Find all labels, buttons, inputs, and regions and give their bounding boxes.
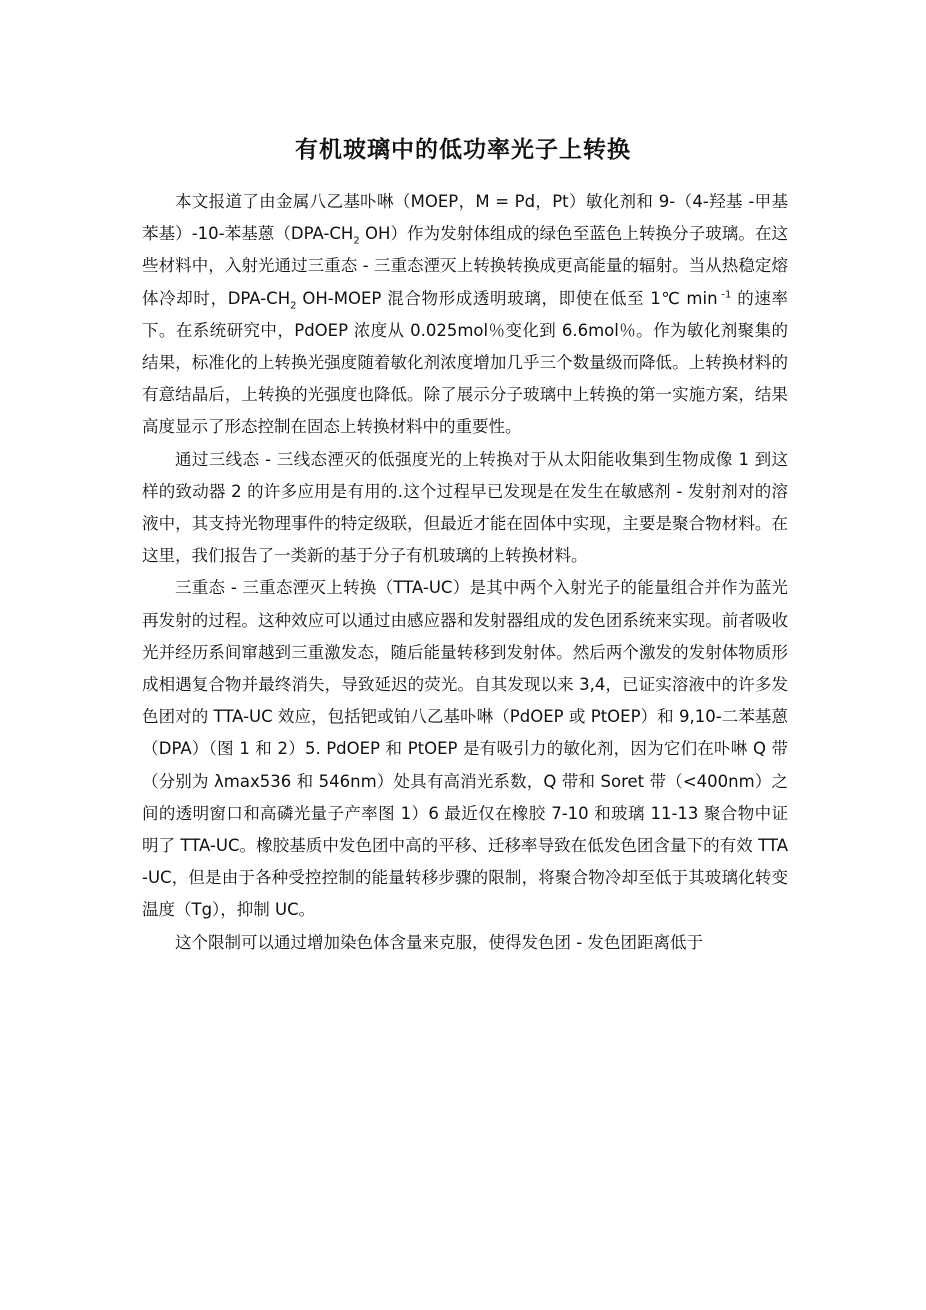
abstract-paragraph	[142, 186, 788, 444]
tta-uc-paragraph: 三重态 - 三重态湮灭上转换（TTA-UC）是其中两个入射光子的能量组合并作为蓝光再发射的过程。这种效应可以通过由感应器和发射器组成的发色团系统来实现。前者吸收光并经历系间窜越到三重激发态，随后能量转移到发射体。然后两个激发的发射体物质形成相遇复合物并最终消失，导致延迟的荧光。自其发现以来 3,4，已证实溶液中的许多发色团对的 TTA-UC 效应，包括钯或铂八乙基卟啉（PdOEP 或 PtOEP）和 9,10-二苯基蒽（DPA）（图 1 和 2）5. PdOEP 和 PtOEP 是有吸引力的敏化剂，因为它们在卟啉 Q 带（分别为 λmax536 和 546nm）处具有高消光系数，Q 带和 Soret 带（<400nm）之间的透明窗口和高磷光量子产率图 1）6 最近仅在橡胶 7-10 和玻璃 11-13 聚合物中证明了 TTA-UC。橡胶基质中发色团中高的平移、迁移率导致在低发色团含量下的有效 TTA-UC，但是由于各种受控控制的能量转移步骤的限制，将聚合物冷却至低于其玻璃化转变温度（Tg），抑制 UC。	[142, 578, 788, 920]
abstract-text-part-3: OH-MOEP 混合物形成透明玻璃，即使在低至 1℃ min	[296, 288, 718, 308]
document-title: 有机玻璃中的低功率光子上转换	[295, 137, 631, 163]
subscript-2-first: 2	[353, 235, 360, 247]
abstract-text-part-1: 本文报道了由金属八乙基卟啉（MOEP，M = Pd，Pt）敏化剂和 9-（4-羟基 -甲基苯基）-10-苯基蒽（DPA-CH	[142, 192, 788, 244]
limitation-paragraph: 这个限制可以通过增加染色体含量来克服，使得发色团 - 发色团距离低于	[175, 932, 703, 952]
subscript-2-second: 2	[290, 299, 297, 311]
abstract-text-part-2: OH）作为发射体组成的绿色至蓝色上转换分子玻璃。在这些材料中，入射光通过三重态 - 三重态湮灭上转换转换成更高能量的辐射。当从热稳定熔体冷却时，DPA-CH	[142, 224, 789, 308]
superscript-minus-one: -1	[717, 289, 732, 301]
document-body	[142, 186, 788, 959]
intro-paragraph: 通过三线态 - 三线态湮灭的低强度光的上转换对于从太阳能收集到生物成像 1 到这样的致动器 2 的许多应用是有用的.这个过程早已发现是在发生在敏感剂 - 发射剂对的溶液中，其支持光物理事件的特定级联，但最近才能在固体中实现，主要是聚合物材料。在这里，我们报告了一类新的基于分子有机玻璃的上转换材料。	[142, 449, 788, 566]
abstract-text-part-4: 的速率下。在系统研究中，PdOEP 浓度从 0.025mol％变化到 6.6mol％。作为敏化剂聚集的结果，标准化的上转换光强度随着敏化剂浓度增加几乎三个数量级而降低。上转换材料的有意结晶后，上转换的光强度也降低。除了展示分子玻璃中上转换的第一实施方案，结果高度显示了形态控制在固态上转换材料中的重要性。	[142, 288, 788, 437]
